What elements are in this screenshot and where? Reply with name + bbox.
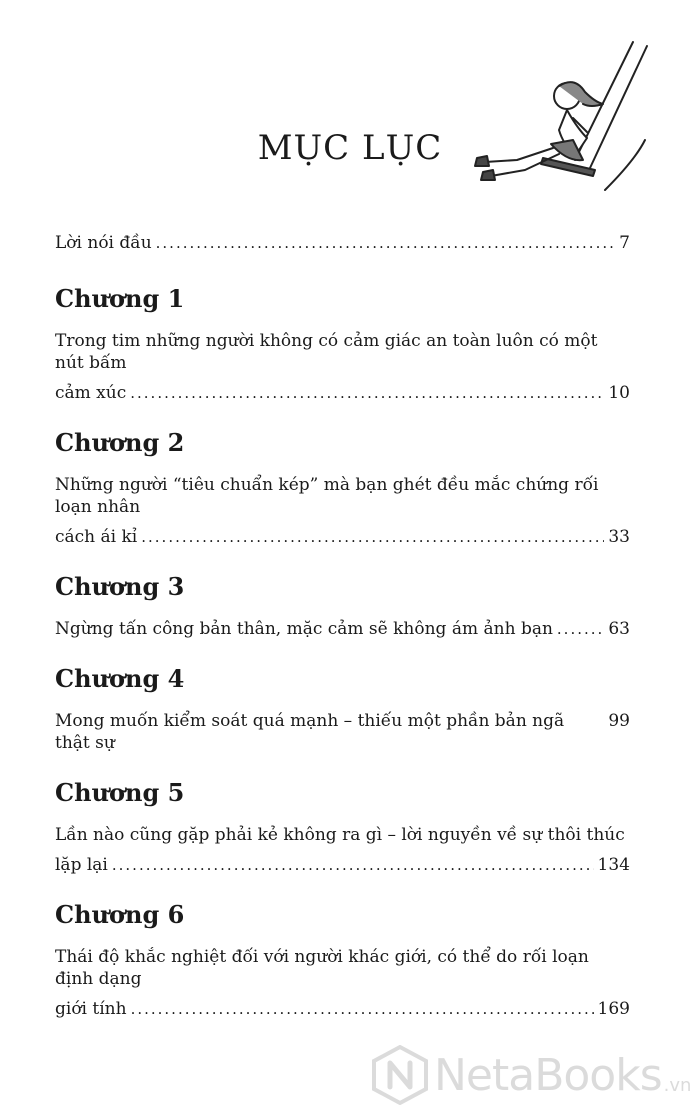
chapter-heading: Chương 5 (55, 778, 185, 807)
toc-leader-dots (156, 232, 616, 254)
toc-entry-chapter-4[interactable] (55, 710, 630, 754)
toc-page-number: 10 (608, 383, 630, 403)
toc-entry-preface[interactable] (55, 232, 630, 254)
watermark-brand: NetaBooks (434, 1049, 662, 1101)
toc-entry-text: Thái độ khắc nghiệt đối với người khác giới, có thể do rối loạn định dạng (55, 947, 589, 989)
toc-leader-dots (112, 854, 594, 876)
toc-entry-label: Mong muốn kiểm soát quá mạnh – thiếu một phần bản ngã thật sự (55, 711, 565, 753)
watermark (372, 1040, 692, 1110)
chapter-heading: Chương 2 (55, 428, 185, 457)
toc-page-number: 7 (619, 233, 630, 253)
chapter-heading: Chương 6 (55, 900, 185, 929)
toc-leader-dots (557, 618, 604, 640)
toc-page-number: 33 (608, 527, 630, 547)
toc-entry-label: Lời nói đầu (55, 233, 152, 253)
toc-entry-text: Những người “tiêu chuẩn kép” mà bạn ghét đều mắc chứng rối loạn nhân (55, 475, 599, 517)
toc-entry-text: Lần nào cũng gặp phải kẻ không ra gì – lời nguyền về sự thôi thúc (55, 825, 625, 845)
watermark-suffix: .vn (663, 1075, 692, 1096)
toc-page-number: 99 (608, 711, 630, 731)
toc-entry-chapter-6[interactable] (55, 998, 630, 1020)
toc-entry-chapter-5[interactable] (55, 854, 630, 876)
toc-entry-label: cảm xúc (55, 383, 127, 403)
girl-on-swing-illustration (455, 40, 655, 210)
toc-leader-dots (131, 998, 594, 1020)
chapter-heading: Chương 4 (55, 664, 185, 693)
toc-page-number: 63 (608, 619, 630, 639)
toc-entry-label: giới tính (55, 999, 127, 1019)
toc-entry-chapter-2[interactable] (55, 526, 630, 548)
chapter-heading: Chương 1 (55, 284, 185, 313)
page-title: MỤC LỤC (257, 128, 443, 168)
toc-entry-chapter-1[interactable] (55, 382, 630, 404)
toc-entry-text: Trong tim những người không có cảm giác an toàn luôn có một nút bấm (55, 331, 598, 373)
toc-entry-label: cách ái kỉ (55, 527, 138, 547)
toc-page-number: 134 (597, 855, 630, 875)
chapter-heading: Chương 3 (55, 572, 185, 601)
toc-entry-label: lặp lại (55, 855, 108, 875)
toc-leader-dots (141, 526, 604, 548)
table-of-contents (55, 230, 630, 1020)
toc-page-number: 169 (597, 999, 630, 1019)
toc-leader-dots (130, 382, 604, 404)
toc-entry-label: Ngừng tấn công bản thân, mặc cảm sẽ không ám ảnh bạn (55, 619, 553, 639)
netabooks-logo-icon (372, 1045, 428, 1105)
toc-entry-chapter-3[interactable] (55, 618, 630, 640)
